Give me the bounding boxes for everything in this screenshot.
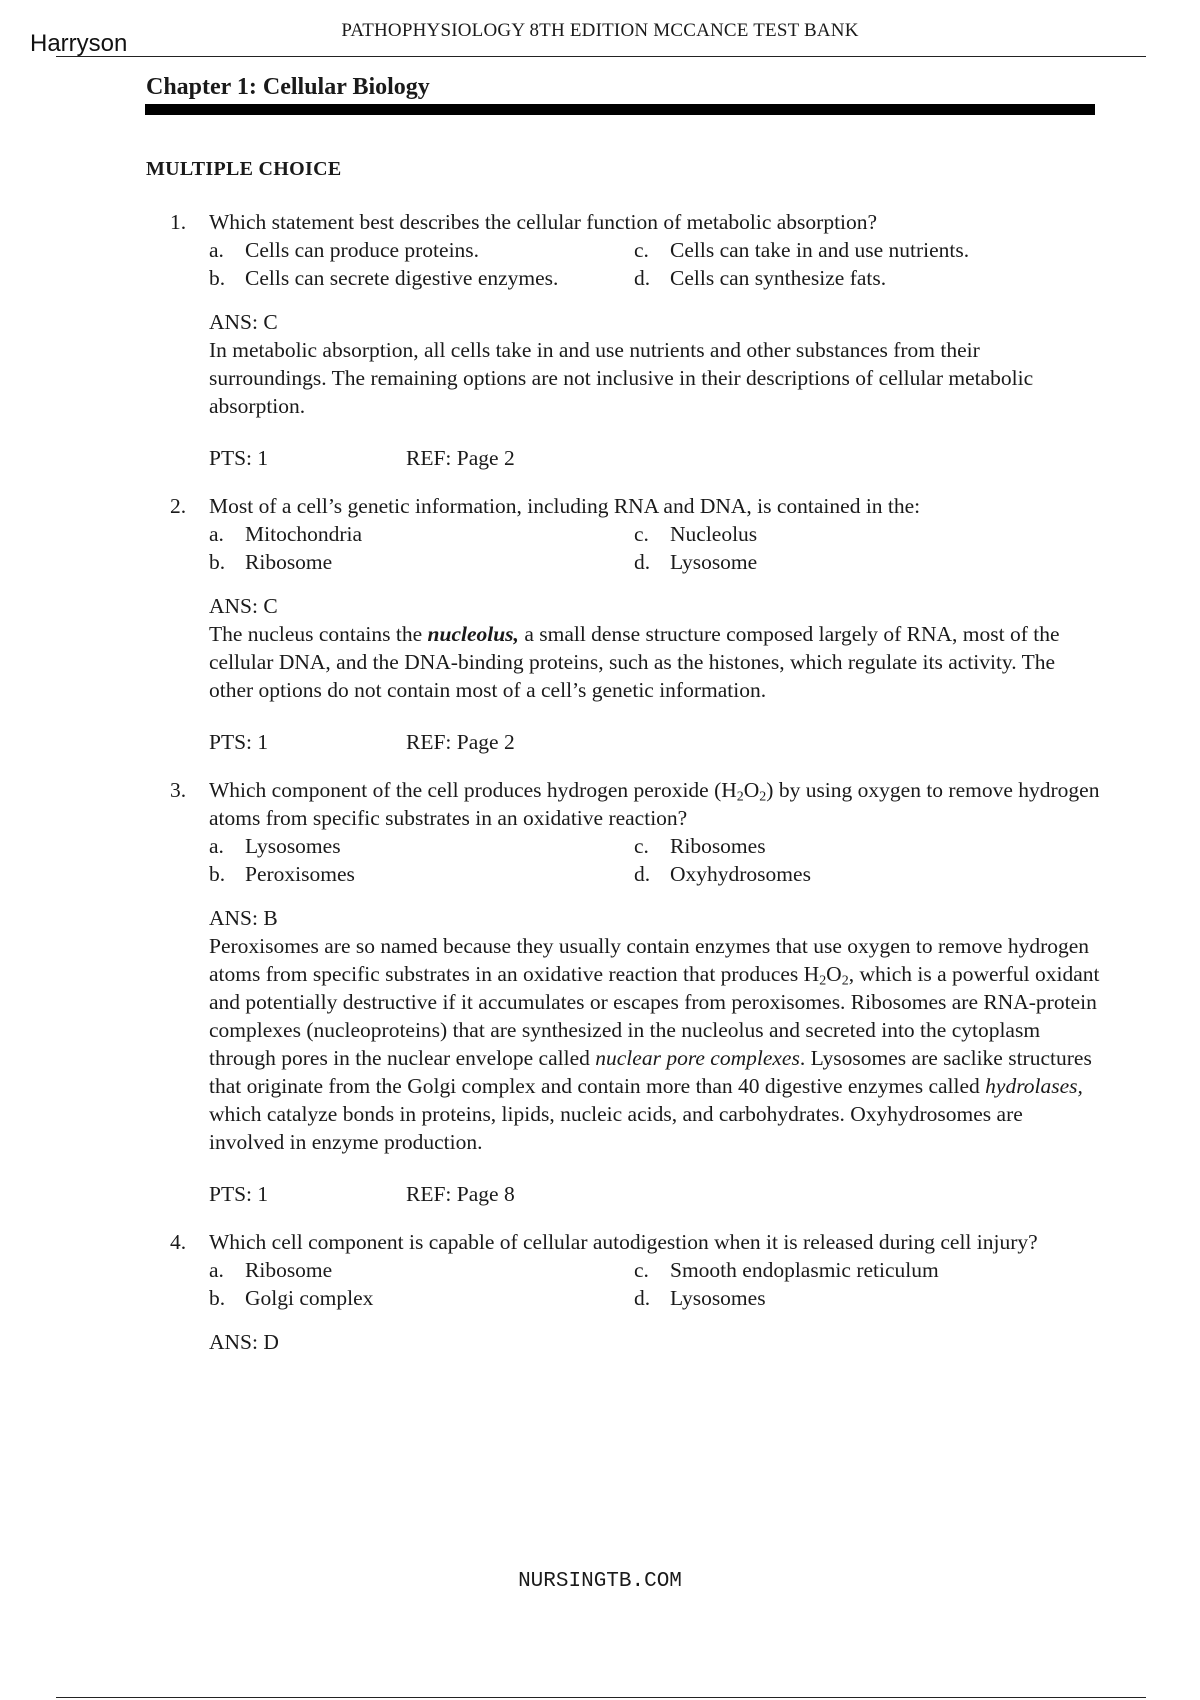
option-text: Smooth endoplasmic reticulum [670, 1258, 939, 1282]
question-list [170, 208, 1100, 1376]
author-name: Harryson [30, 30, 128, 57]
option-letter: b. [209, 266, 226, 290]
rationale-text: which catalyze bonds in proteins, lipids, nucleic acids, and carbohydrates. Oxyhydrosomes are involved in enzyme production. [209, 1102, 1023, 1154]
option-b [209, 860, 634, 888]
option-text: Lysosome [670, 550, 758, 574]
page-reference: REF: Page 2 [406, 446, 515, 470]
option-text: Ribosomes [670, 834, 766, 858]
option-letter: b. [209, 862, 226, 886]
footer-rule [56, 1697, 1146, 1698]
option-letter: b. [209, 1286, 226, 1310]
rationale-term: nuclear pore complexes [595, 1046, 800, 1070]
option-text: Cells can produce proteins. [245, 238, 480, 262]
points: PTS: 1 [209, 1182, 269, 1206]
page-reference: REF: Page 8 [406, 1182, 515, 1206]
subscript: 2 [759, 789, 767, 805]
option-letter: c. [634, 834, 649, 858]
answer-options [209, 236, 1100, 292]
option-letter: a. [209, 834, 224, 858]
option-text: Oxyhydrosomes [670, 862, 811, 886]
option-d [634, 1284, 1100, 1312]
option-letter: d. [634, 862, 651, 886]
footer-site: NURSINGTB.COM [518, 1570, 682, 1593]
option-text: Mitochondria [245, 522, 363, 546]
question-number: 4. [170, 1230, 187, 1254]
option-c [634, 832, 1100, 860]
option-d [634, 548, 1100, 576]
rationale-text: O [826, 962, 842, 986]
rationale: In metabolic absorption, all cells take in and use nutrients and other substances from their surroundings. The remaining options are not inclusive in their descriptions of cellular metabolic absorption. [209, 338, 1034, 418]
rationale-text: Peroxisomes are so named because they usually contain enzymes that use oxygen to remove hydrogen atoms from specific substrates in an oxidative reaction that produces H [209, 934, 1090, 986]
rationale [209, 932, 1100, 1156]
option-text: Cells can secrete digestive enzymes. [245, 266, 559, 290]
chapter-title: Chapter 1: Cellular Biology [146, 74, 430, 100]
stem-text: Which component of the cell produces hydrogen peroxide (H [209, 778, 737, 802]
option-letter: a. [209, 522, 224, 546]
option-c [634, 1256, 1100, 1284]
rationale-term: hydrolases, [985, 1074, 1083, 1098]
answer-options [209, 520, 1100, 576]
rationale-text: The nucleus contains the [209, 622, 428, 646]
page-reference: REF: Page 2 [406, 730, 515, 754]
answer-key: ANS: C [209, 594, 278, 618]
answer-options [209, 832, 1100, 888]
question-stem: Most of a cell’s genetic information, including RNA and DNA, is contained in the: [209, 494, 921, 518]
points: PTS: 1 [209, 730, 269, 754]
answer-key: ANS: D [209, 1330, 279, 1354]
option-letter: c. [634, 522, 649, 546]
option-b [209, 1284, 634, 1312]
option-a [209, 236, 634, 264]
question-stem: Which cell component is capable of cellular autodigestion when it is released during cell injury? [209, 1230, 1038, 1254]
option-letter: d. [634, 550, 651, 574]
option-text: Ribosome [245, 1258, 333, 1282]
header-title: PATHOPHYSIOLOGY 8TH EDITION MCCANCE TEST BANK [341, 20, 859, 41]
rationale-emphasis: nucleolus, [427, 622, 519, 646]
option-letter: a. [209, 238, 224, 262]
option-text: Golgi complex [245, 1286, 374, 1310]
subscript: 2 [841, 973, 849, 989]
question-stem: Which statement best describes the cellular function of metabolic absorption? [209, 210, 878, 234]
rationale-text: . Lysosomes are saclike structures that originate from the Golgi complex and contain more than 40 digestive enzymes called [209, 1046, 1092, 1098]
option-b [209, 264, 634, 292]
option-letter: c. [634, 1258, 649, 1282]
option-text: Cells can take in and use nutrients. [670, 238, 970, 262]
rationale-text: a small dense structure composed largely of RNA, most of the cellular DNA, and the DNA-binding proteins, such as the histones, which regulate its activity. The other options do not contain most of a cell’s genetic information. [209, 622, 1060, 702]
question-number: 1. [170, 210, 187, 234]
option-text: Cells can synthesize fats. [670, 266, 887, 290]
option-text: Lysosomes [670, 1286, 766, 1310]
question-3 [170, 776, 1100, 1208]
question-number: 3. [170, 778, 187, 802]
section-title: MULTIPLE CHOICE [146, 158, 342, 180]
points: PTS: 1 [209, 446, 269, 470]
option-letter: d. [634, 1286, 651, 1310]
option-d [634, 264, 1100, 292]
chapter-bar [145, 104, 1095, 115]
option-letter: d. [634, 266, 651, 290]
option-letter: b. [209, 550, 226, 574]
option-text: Lysosomes [245, 834, 341, 858]
option-a [209, 832, 634, 860]
answer-key: ANS: B [209, 906, 278, 930]
question-number: 2. [170, 494, 187, 518]
question-stem [209, 776, 1100, 832]
option-text: Nucleolus [670, 522, 758, 546]
subscript: 2 [819, 973, 827, 989]
option-letter: c. [634, 238, 649, 262]
option-b [209, 548, 634, 576]
subscript: 2 [736, 789, 744, 805]
option-a [209, 520, 634, 548]
header-rule [56, 56, 1146, 57]
rationale [209, 620, 1100, 704]
option-text: Ribosome [245, 550, 333, 574]
stem-text: O [743, 778, 760, 802]
question-2 [170, 492, 1100, 756]
option-d [634, 860, 1100, 888]
answer-key: ANS: C [209, 310, 278, 334]
option-a [209, 1256, 634, 1284]
option-text: Peroxisomes [245, 862, 355, 886]
question-1 [170, 208, 1100, 472]
question-4 [170, 1228, 1100, 1356]
stem-text: ) by using oxygen to remove hydrogen atoms from specific substrates in an oxidative reaction? [209, 778, 1100, 830]
option-letter: a. [209, 1258, 224, 1282]
answer-options [209, 1256, 1100, 1312]
rationale-text: , which is a powerful oxidant and potentially destructive if it accumulates or escapes from peroxisomes. Ribosomes are RNA-protein complexes (nucleoproteins) that are synthesized in the nucleolus and secreted into the cytoplasm through pores in the nuclear envelope called [209, 962, 1100, 1070]
option-c [634, 236, 1100, 264]
option-c [634, 520, 1100, 548]
